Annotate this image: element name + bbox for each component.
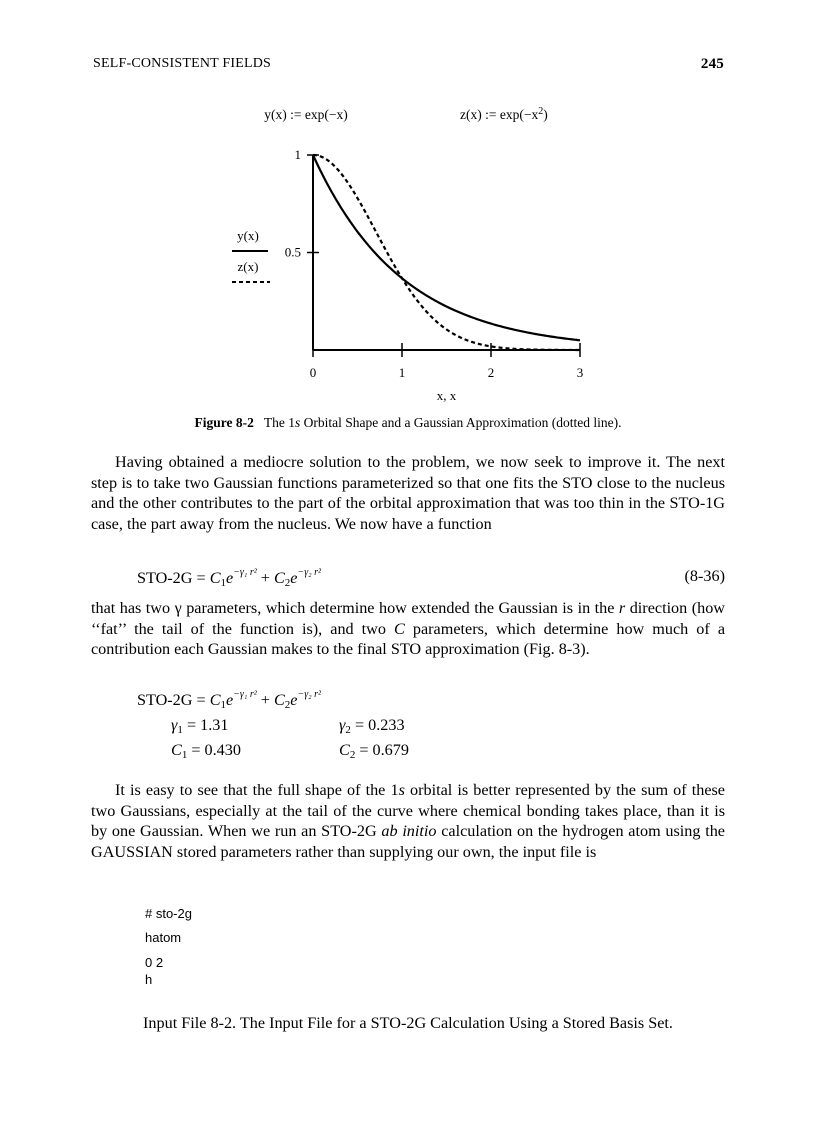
param-gamma2 <box>339 716 405 736</box>
p3-part3: calculation on the hydrogen atom using the GAUSSIAN stored parameters rather than supplying our own, the input file is <box>91 822 725 861</box>
x-tick-label-0: 0 <box>309 365 317 380</box>
equation-sto2g-repeat <box>137 689 725 711</box>
gamma1-value: = 1.31 <box>182 716 229 734</box>
figure-caption <box>0 415 816 431</box>
y-tick-label-0: 0.5 <box>284 244 301 260</box>
c1-symbol: C <box>171 741 182 759</box>
gamma2-sub: 2 <box>345 724 351 736</box>
x-tick-label-3: 3 <box>576 365 584 380</box>
eq2-exp1: −γ₁ r² <box>233 689 257 700</box>
input-line-3: 0 2 <box>145 955 164 970</box>
p2-r: r <box>618 599 626 617</box>
eq1-exp1: −γ₁ r² <box>233 567 257 578</box>
gamma1-symbol: γ <box>171 716 178 734</box>
paragraph-3-text <box>91 780 725 862</box>
input-file-caption: Input File 8-2. The Input File for a STO-2G Calculation Using a Stored Basis Set. <box>143 1014 673 1032</box>
fn-def-z-close: ) <box>543 107 548 122</box>
eq1-c2: C <box>273 569 285 587</box>
series-yx-line <box>313 155 580 340</box>
p2-part3: parameters, which determine how much of a contribution each Gaussian makes to the final STO approximation (Fig. 8-3). <box>91 619 726 658</box>
p2-c: C <box>394 619 405 638</box>
eq2-c1-sub: 1 <box>220 699 226 711</box>
eq1-exp2: −γ₂ r² <box>297 567 322 578</box>
p3-ab-initio: ab initio <box>381 822 437 840</box>
param-gamma1 <box>171 716 228 736</box>
eq2-c2: C <box>273 691 285 709</box>
p3-part2: orbital is better represented by the sum of these two Gaussians, especially at the tail of the curve where chemical bonding takes place, than it is by one Gaussian. When we run an STO-2G <box>91 781 725 840</box>
input-line-2: hatom <box>145 930 182 945</box>
eq2-plus: + <box>256 691 274 709</box>
eq2-e1: e <box>226 691 234 709</box>
gamma1-sub: 1 <box>177 724 183 736</box>
p3-part1: It is easy to see that the full shape of the 1 <box>115 781 399 799</box>
legend-label-y: y(x) <box>237 228 259 243</box>
paragraph-2-text <box>91 598 725 660</box>
fn-def-z: z(x) := $\exp(-x^2)$ <box>460 106 548 122</box>
eq1-lhs: STO-2G = <box>137 569 210 587</box>
page-number: 245 <box>700 56 724 72</box>
eq2-lhs: STO-2G = <box>137 691 210 709</box>
p2-part2: direction (how ‘‘fat’’ the tail of the function is), and two <box>91 599 725 638</box>
eq2-e2: e <box>290 691 298 709</box>
paragraph-3 <box>91 780 725 862</box>
eq1-e1: e <box>226 569 234 587</box>
equation-8-36 <box>137 567 725 589</box>
c1-value: = 0.430 <box>187 741 241 759</box>
c2-sub: 2 <box>349 749 356 761</box>
paragraph-2 <box>91 598 725 660</box>
eq2-exp2: −γ₂ r² <box>297 689 322 700</box>
paragraph-1 <box>91 452 725 534</box>
equation-number: (8-36) <box>684 567 725 585</box>
c2-value: = 0.679 <box>355 741 409 759</box>
input-line-1: # sto-2g <box>145 906 192 921</box>
eq2-c2-sub: 2 <box>284 699 291 711</box>
series-zx-line <box>313 155 580 350</box>
p3-s: s <box>398 781 405 799</box>
gamma2-symbol: γ <box>339 716 346 734</box>
param-c2 <box>339 741 409 761</box>
eq1-c1-sub: 1 <box>220 577 226 589</box>
figure-8-2-chart <box>0 0 816 412</box>
eq1-c1: C <box>209 569 221 587</box>
c1-sub: 1 <box>181 749 188 761</box>
x-axis-label: x, x <box>436 388 457 403</box>
running-title: SELF-CONSISTENT FIELDS <box>93 56 271 71</box>
eq1-c2-sub: 2 <box>284 577 291 589</box>
legend-label-z: z(x) <box>237 259 259 274</box>
c2-symbol: C <box>339 741 350 759</box>
x-tick-label-1: 1 <box>398 365 406 380</box>
fn-def-y: y(x) := exp(−x) <box>264 107 348 122</box>
input-line-4: h <box>145 972 153 987</box>
caption-pre: The 1 <box>263 415 295 430</box>
param-c1 <box>171 741 241 761</box>
y-tick-label-1: 1 <box>294 147 301 162</box>
eq1-plus: + <box>256 569 274 587</box>
eq1-e2: e <box>290 569 298 587</box>
gamma2-value: = 0.233 <box>350 716 405 734</box>
eq2-c1: C <box>209 691 221 709</box>
caption-post: Orbital Shape and a Gaussian Approximation (dotted line). <box>300 415 622 430</box>
p2-part1: that has two γ parameters, which determine how extended the Gaussian is in the <box>91 599 619 617</box>
fn-def-z-exponent: 2 <box>538 106 544 117</box>
figure-label: Figure 8-2 <box>194 415 254 430</box>
paragraph-1-text: Having obtained a mediocre solution to the problem, we now seek to improve it. The next step is to take two Gaussian functions parameterized so that one fits the STO close to the nucleus and the other contributes to the part of the orbital approximation that was too thin in the STO-1G case, the part away from the nucleus. We now have a function <box>91 453 725 533</box>
caption-s: s <box>294 415 301 430</box>
x-tick-label-2: 2 <box>487 365 495 380</box>
